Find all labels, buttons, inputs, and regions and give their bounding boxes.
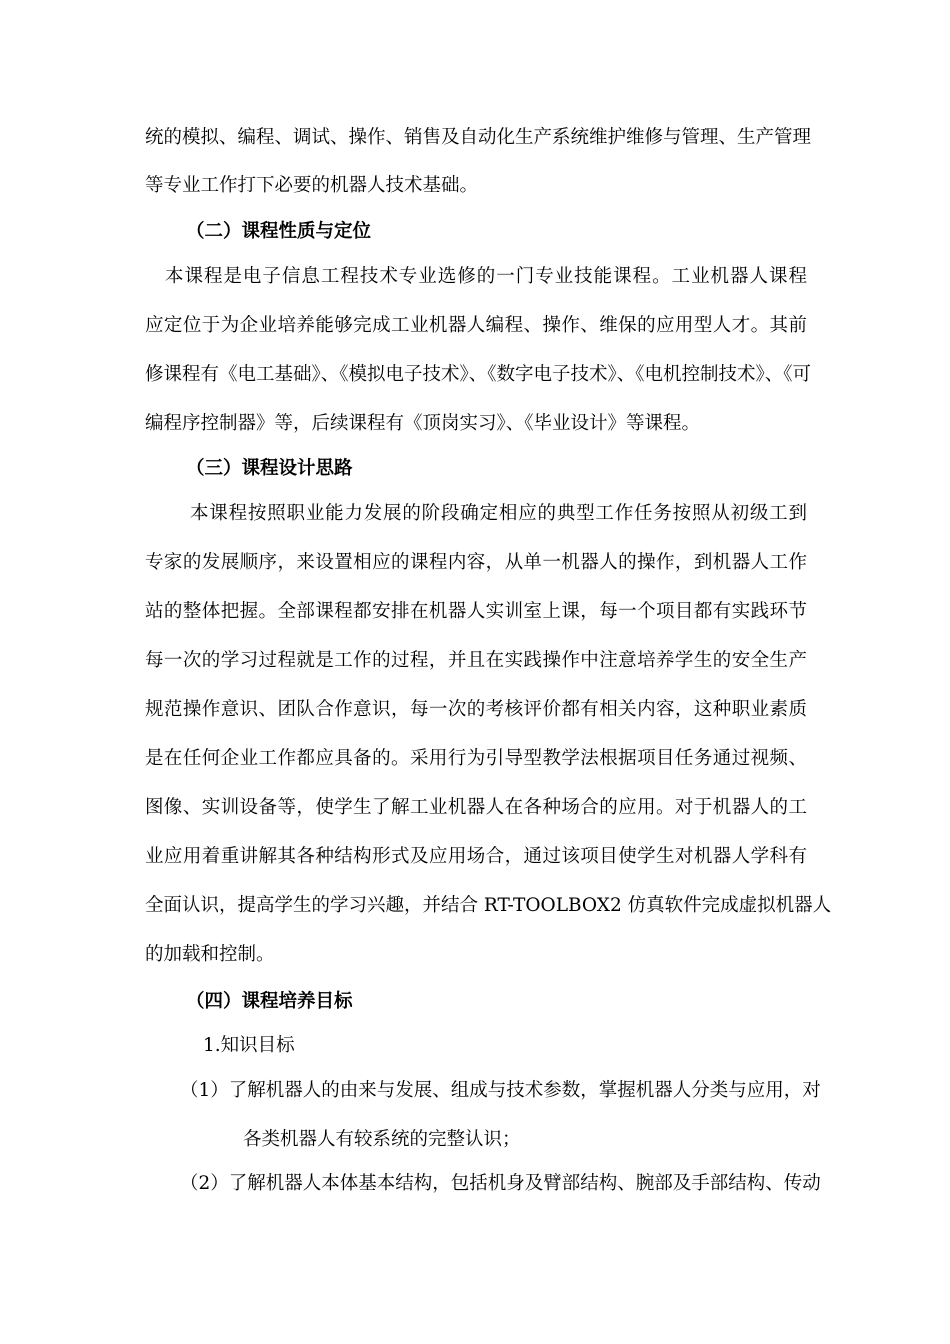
- intro-line-2: 等专业工作打下必要的机器人技术基础。: [145, 175, 479, 196]
- section-heading-4: （四）课程培养目标: [186, 991, 353, 1012]
- paragraph-line: 专家的发展顺序，来设置相应的课程内容，从单一机器人的操作，到机器人工作: [145, 552, 807, 573]
- intro-line-1: 统的模拟、编程、调试、操作、销售及自动化生产系统维护维修与管理、生产管理: [145, 127, 812, 148]
- paragraph-line: 站的整体把握。全部课程都安排在机器人实训室上课，每一个项目都有实践环节: [145, 601, 807, 622]
- paragraph-line: 每一次的学习过程就是工作的过程，并且在实践操作中注意培养学生的安全生产: [145, 650, 807, 671]
- paragraph-line: 是在任何企业工作都应具备的。采用行为引导型教学法根据项目任务通过视频、: [145, 748, 807, 769]
- paragraph-line: 应定位于为企业培养能够完成工业机器人编程、操作、维保的应用型人才。其前: [145, 315, 807, 336]
- paragraph-line: 编程序控制器》等，后续课程有《顶岗实习》、《毕业设计》等课程。: [145, 413, 701, 434]
- paragraph-line: 全面认识，提高学生的学习兴趣，并结合 RT-TOOLBOX2 仿真软件完成虚拟机器人: [145, 895, 832, 916]
- list-item-1-line-2: 各类机器人有较系统的完整认识；: [243, 1129, 521, 1150]
- paragraph-line: 图像、实训设备等，使学生了解工业机器人在各种场合的应用。对于机器人的工: [145, 797, 807, 818]
- section-heading-3: （三）课程设计思路: [186, 458, 353, 479]
- subheading-knowledge-goal: 1.知识目标: [203, 1035, 295, 1056]
- paragraph-line: 规范操作意识、团队合作意识，每一次的考核评价都有相关内容，这种职业素质: [145, 699, 807, 720]
- paragraph-line: 修课程有《电工基础》、《模拟电子技术》、《数字电子技术》、《电机控制技术》、《可: [145, 364, 812, 385]
- paragraph-line: 的加载和控制。: [145, 944, 275, 965]
- list-item-1-line-1: （1）了解机器人的由来与发展、组成与技术参数，掌握机器人分类与应用，对: [180, 1080, 821, 1101]
- paragraph-line: 本课程按照职业能力发展的阶段确定相应的典型工作任务按照从初级工到: [190, 503, 807, 524]
- section-heading-2: （二）课程性质与定位: [186, 221, 372, 242]
- list-item-2-line-1: （2）了解机器人本体基本结构，包括机身及臂部结构、腕部及手部结构、传动: [180, 1173, 821, 1194]
- paragraph-line: 业应用着重讲解其各种结构形式及应用场合，通过该项目使学生对机器人学科有: [145, 846, 807, 867]
- paragraph-line: 本课程是电子信息工程技术专业选修的一门专业技能课程。工业机器人课程: [165, 266, 807, 287]
